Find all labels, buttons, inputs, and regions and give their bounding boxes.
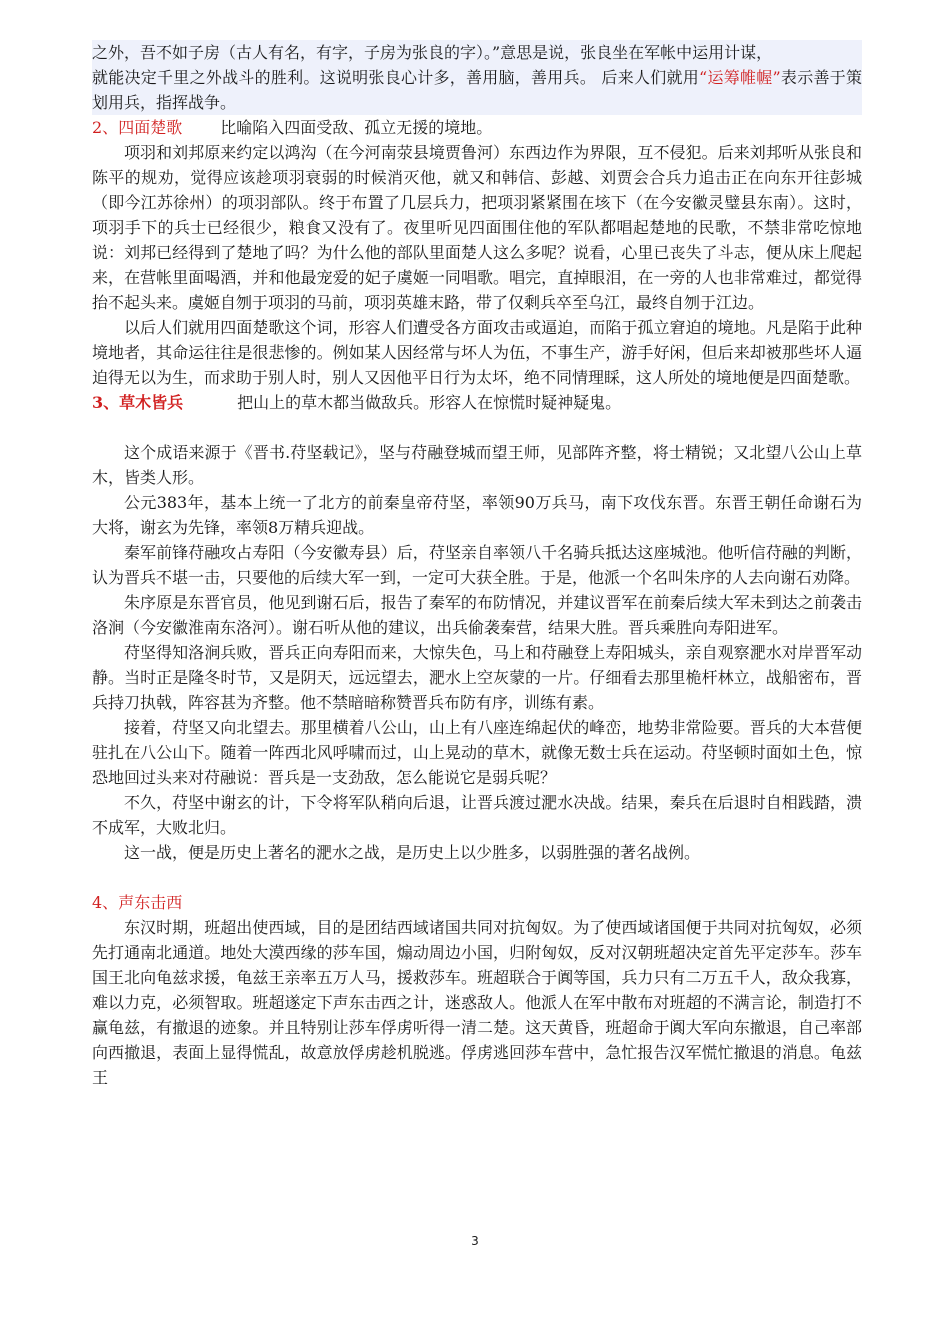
section-number: 3、 [92,393,120,412]
section-heading-shengdongjixi [92,890,862,915]
intro-line-2-text: 就能决定千里之外战斗的胜利。这说明张良心计多，善用脑，善用兵。 后来人们就用 [92,68,699,87]
paragraph: 这一战，便是历史上著名的淝水之战，是历史上以少胜多，以弱胜强的著名战例。 [124,843,701,862]
paragraph: 接着，苻坚又向北望去。那里横着八公山，山上有八座连绵起伏的峰峦，地势非常险要。晋兵的大本营便驻扎在八公山下。随着一阵西北风呼啸而过，山上晃动的草木，就像无数士兵在运动。苻坚顿时面如土色，惊恐地回过头来对苻融说：晋兵是一支劲敌，怎么能说它是弱兵呢？ [92,718,862,787]
paragraph: 项羽和刘邦原来约定以鸿沟（在今河南荥县境贾鲁河）东西边作为界限，互不侵犯。后来刘邦听从张良和陈平的规劝，觉得应该趁项羽衰弱的时候消灭他，就又和韩信、彭越、刘贾会合兵力追击正在向东开往彭城（即今江苏徐州）的项羽部队。终于布置了几层兵力，把项羽紧紧围在垓下（在今安徽灵璧县东南）。这时，项羽手下的兵士已经很少，粮食又没有了。夜里听见四面围住他的军队都唱起楚地的民歌，不禁非常吃惊地说：刘邦已经得到了楚地了吗？为什么他的部队里面楚人这么多呢？说看，心里已丧失了斗志，便从床上爬起来，在营帐里面喝酒，并和他最宠爱的妃子虞姬一同唱歌。唱完，直掉眼泪，在一旁的人也非常难过，都觉得抬不起头来。虞姬自刎于项羽的马前，项羽英雄末路，带了仅剩兵卒至乌江，最终自刎于江边。 [92,143,862,312]
paragraph: 东汉时期，班超出使西域，目的是团结西域诸国共同对抗匈奴。为了使西域诸国便于共同对抗匈奴，必须先打通南北通道。地处大漠西缘的莎车国，煽动周边小国，归附匈奴，反对汉朝班超决定首先平定莎车。莎车国王北向龟兹求援，龟兹王亲率五万人马，援救莎车。班超联合于阗等国，兵力只有二万五千人，敌众我寡，难以力克，必须智取。班超遂定下声东击西之计，迷惑敌人。他派人在军中散布对班超的不满言论，制造打不赢龟兹，有撤退的迹象。并且特别让莎车俘虏听得一清二楚。这天黄昏，班超命于阗大军向东撤退，自己率部向西撤退，表面上显得慌乱，故意放俘虏趁机脱逃。俘虏逃回莎车营中，急忙报告汉军慌忙撤退的消息。龟兹王 [92,918,862,1087]
paragraph: 秦军前锋苻融攻占寿阳（今安徽寿县）后，苻坚亲自率领八千名骑兵抵达这座城池。他听信苻融的判断，认为晋兵不堪一击，只要他的后续大军一到，一定可大获全胜。于是，他派一个名叫朱序的人去向谢石劝降。 [92,543,862,587]
section-title: 草木皆兵 [119,393,184,412]
section-heading-simianchuge [92,115,862,140]
paragraph: 苻坚得知洛涧兵败，晋兵正向寿阳而来，大惊失色，马上和苻融登上寿阳城头，亲自观察淝水对岸晋军动静。当时正是隆冬时节，又是阴天，远远望去，淝水上空灰蒙的一片。仔细看去那里桅杆林立，战船密布，晋兵持刀执戟，阵容甚为齐整。他不禁暗暗称赞晋兵布防有序，训练有素。 [92,643,862,712]
intro-line-3-text: 表示善于策划用兵，指挥战争。 [92,68,862,112]
section-definition: 比喻陷入四面受敌、孤立无援的境地。 [220,118,493,137]
intro-line-2 [92,65,862,115]
intro-line-1: 之外，吾不如子房（古人有名，有字，子房为张良的字）。”意思是说，张良坐在军帐中运用计谋， [92,43,773,62]
document-page [92,40,862,1090]
section-definition: 把山上的草木都当做敌兵。形容人在惊慌时疑神疑鬼。 [237,393,622,412]
section-number: 4、 [92,893,119,912]
paragraph: 公元383年，基本上统一了北方的前秦皇帝苻坚，率领90万兵马，南下攻伐东晋。东晋王朝任命谢石为大将，谢玄为先锋，率领8万精兵迎战。 [92,493,862,537]
page-number: 3 [471,1234,479,1248]
section-title: 四面楚歌 [118,118,183,137]
spacer [92,415,862,440]
section-title: 声东击西 [118,893,183,912]
paragraph: 不久，苻坚中谢玄的计，下令将军队稍向后退，让晋兵渡过淝水决战。结果，秦兵在后退时自相践踏，溃不成军，大败北归。 [92,793,862,837]
paragraph: 朱序原是东晋官员，他见到谢石后，报告了秦军的布防情况，并建议晋军在前秦后续大军未到达之前袭击洛涧（今安徽淮南东洛河）。谢石听从他的建议，出兵偷袭秦营，结果大胜。晋兵乘胜向寿阳进军。 [92,593,862,637]
spacer [92,865,862,890]
section-heading-caomujiebing [92,390,862,415]
section-number: 2、 [92,118,119,137]
idiom-yunchouweiwo: “运筹帷幄” [699,68,781,87]
paragraph: 这个成语来源于《晋书.苻坚载记》，坚与苻融登城而望王师，见部阵齐整，将士精锐；又北望八公山上草木，皆类人形。 [92,443,862,487]
intro-block [92,40,862,115]
paragraph: 以后人们就用四面楚歌这个词，形容人们遭受各方面攻击或逼迫，而陷于孤立窘迫的境地。凡是陷于此种境地者，其命运往往是很悲惨的。例如某人因经常与坏人为伍，不事生产，游手好闲，但后来却被那些坏人逼迫得无以为生，而求助于别人时，别人又因他平日行为太坏，绝不同情理睬，这人所处的境地便是四面楚歌。 [92,318,862,387]
